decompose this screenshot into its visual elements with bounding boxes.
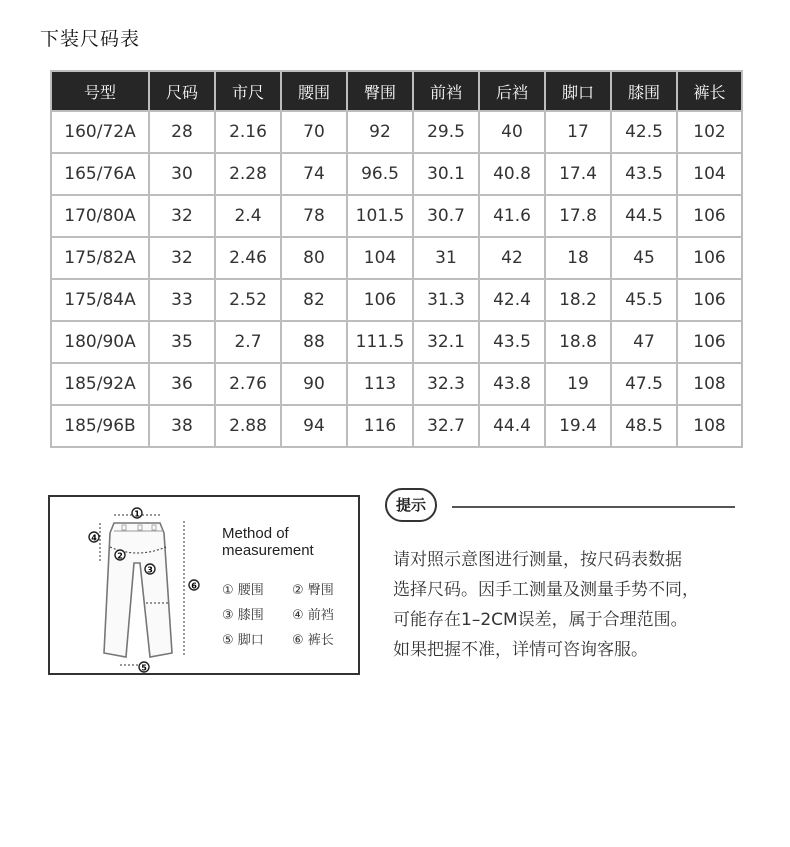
table-cell: 104 — [677, 153, 742, 195]
table-cell: 43.5 — [611, 153, 677, 195]
table-cell: 116 — [347, 405, 413, 447]
svg-text:2: 2 — [117, 551, 123, 561]
table-cell: 30.7 — [413, 195, 479, 237]
table-cell: 2.16 — [215, 111, 281, 153]
tip-line: 选择尺码。因手工测量及测量手势不同， — [393, 580, 699, 600]
table-row — [51, 195, 742, 237]
table-cell: 43.8 — [479, 363, 545, 405]
table-cell: 42.5 — [611, 111, 677, 153]
svg-text:4: 4 — [91, 533, 97, 543]
marker-2 — [115, 550, 125, 561]
table-cell: 108 — [677, 363, 742, 405]
table-cell: 175/82A — [51, 237, 149, 279]
table-cell: 106 — [677, 279, 742, 321]
legend-item: ④ 前裆 — [292, 608, 334, 623]
header-cell: 尺码 — [149, 71, 215, 111]
legend-item: ② 臀围 — [292, 583, 334, 598]
table-cell: 32.1 — [413, 321, 479, 363]
legend-item: ⑤ 脚口 — [222, 633, 264, 648]
header-cell: 后裆 — [479, 71, 545, 111]
table-cell: 2.28 — [215, 153, 281, 195]
header-cell: 市尺 — [215, 71, 281, 111]
table-cell: 17.4 — [545, 153, 611, 195]
svg-text:3: 3 — [147, 565, 153, 575]
tip-divider — [452, 506, 735, 508]
table-cell: 45.5 — [611, 279, 677, 321]
table-cell: 32 — [149, 237, 215, 279]
table-cell: 31 — [413, 237, 479, 279]
table-cell: 31.3 — [413, 279, 479, 321]
table-cell: 70 — [281, 111, 347, 153]
table-cell: 36 — [149, 363, 215, 405]
table-cell: 47.5 — [611, 363, 677, 405]
legend-item: ⑥ 裤长 — [292, 633, 334, 648]
table-cell: 35 — [149, 321, 215, 363]
tip-line: 可能存在1–2CM误差，属于合理范围。 — [393, 610, 688, 630]
tip-line: 请对照示意图进行测量，按尺码表数据 — [393, 550, 682, 570]
header-cell: 臀围 — [347, 71, 413, 111]
tip-badge: 提示 — [385, 488, 437, 522]
table-cell: 106 — [347, 279, 413, 321]
table-cell: 180/90A — [51, 321, 149, 363]
legend-item: ③ 膝围 — [222, 608, 264, 623]
table-cell: 165/76A — [51, 153, 149, 195]
legend-item: ① 腰围 — [222, 583, 264, 598]
table-cell: 101.5 — [347, 195, 413, 237]
pants-outline — [104, 523, 172, 657]
table-cell: 88 — [281, 321, 347, 363]
table-cell: 2.7 — [215, 321, 281, 363]
table-cell: 19 — [545, 363, 611, 405]
table-row — [51, 321, 742, 363]
table-cell: 19.4 — [545, 405, 611, 447]
table-cell: 106 — [677, 237, 742, 279]
table-cell: 175/84A — [51, 279, 149, 321]
table-cell: 48.5 — [611, 405, 677, 447]
table-cell: 42.4 — [479, 279, 545, 321]
table-row — [51, 111, 742, 153]
table-cell: 30.1 — [413, 153, 479, 195]
tips-text — [393, 545, 783, 665]
table-row — [51, 279, 742, 321]
table-cell: 82 — [281, 279, 347, 321]
marker-6 — [189, 580, 199, 591]
table-cell: 108 — [677, 405, 742, 447]
table-cell: 92 — [347, 111, 413, 153]
table-cell: 106 — [677, 195, 742, 237]
table-cell: 33 — [149, 279, 215, 321]
tip-line: 如果把握不准，详情可咨询客服。 — [393, 640, 648, 660]
table-cell: 40 — [479, 111, 545, 153]
header-cell: 膝围 — [611, 71, 677, 111]
header-cell: 前裆 — [413, 71, 479, 111]
pants-illustration — [80, 503, 210, 673]
page-title: 下装尺码表 — [40, 28, 141, 50]
table-cell: 96.5 — [347, 153, 413, 195]
table-cell: 185/92A — [51, 363, 149, 405]
table-cell: 111.5 — [347, 321, 413, 363]
header-cell: 裤长 — [677, 71, 742, 111]
table-row — [51, 405, 742, 447]
table-cell: 18.2 — [545, 279, 611, 321]
measurement-legend — [222, 579, 357, 648]
method-title-line: Method of — [222, 525, 289, 542]
table-cell: 47 — [611, 321, 677, 363]
marker-4 — [89, 532, 99, 543]
measurement-diagram — [48, 495, 360, 675]
svg-text:5: 5 — [141, 663, 147, 673]
table-cell: 104 — [347, 237, 413, 279]
table-cell: 2.88 — [215, 405, 281, 447]
table-cell: 78 — [281, 195, 347, 237]
table-cell: 44.5 — [611, 195, 677, 237]
table-cell: 32.3 — [413, 363, 479, 405]
table-cell: 80 — [281, 237, 347, 279]
svg-text:1: 1 — [134, 509, 140, 519]
table-cell: 45 — [611, 237, 677, 279]
table-cell: 2.52 — [215, 279, 281, 321]
table-cell: 102 — [677, 111, 742, 153]
table-cell: 28 — [149, 111, 215, 153]
header-cell: 号型 — [51, 71, 149, 111]
size-table — [50, 70, 743, 448]
table-cell: 30 — [149, 153, 215, 195]
table-header-row — [51, 71, 742, 111]
table-cell: 2.4 — [215, 195, 281, 237]
marker-5 — [139, 662, 149, 673]
header-cell: 腰围 — [281, 71, 347, 111]
table-cell: 2.46 — [215, 237, 281, 279]
header-cell: 脚口 — [545, 71, 611, 111]
method-title-line: measurement — [222, 542, 314, 559]
table-cell: 29.5 — [413, 111, 479, 153]
table-cell: 41.6 — [479, 195, 545, 237]
table-cell: 40.8 — [479, 153, 545, 195]
marker-1 — [132, 508, 142, 519]
table-cell: 74 — [281, 153, 347, 195]
svg-text:6: 6 — [191, 581, 197, 591]
table-row — [51, 363, 742, 405]
table-cell: 32 — [149, 195, 215, 237]
table-cell: 17.8 — [545, 195, 611, 237]
table-cell: 42 — [479, 237, 545, 279]
table-cell: 18.8 — [545, 321, 611, 363]
table-cell: 43.5 — [479, 321, 545, 363]
table-cell: 2.76 — [215, 363, 281, 405]
table-cell: 113 — [347, 363, 413, 405]
table-cell: 90 — [281, 363, 347, 405]
table-row — [51, 237, 742, 279]
marker-3 — [145, 564, 155, 575]
table-cell: 44.4 — [479, 405, 545, 447]
table-cell: 185/96B — [51, 405, 149, 447]
table-cell: 170/80A — [51, 195, 149, 237]
table-cell: 94 — [281, 405, 347, 447]
table-cell: 160/72A — [51, 111, 149, 153]
table-cell: 106 — [677, 321, 742, 363]
method-title — [222, 525, 314, 559]
table-cell: 32.7 — [413, 405, 479, 447]
table-row — [51, 153, 742, 195]
table-cell: 17 — [545, 111, 611, 153]
table-cell: 38 — [149, 405, 215, 447]
table-cell: 18 — [545, 237, 611, 279]
